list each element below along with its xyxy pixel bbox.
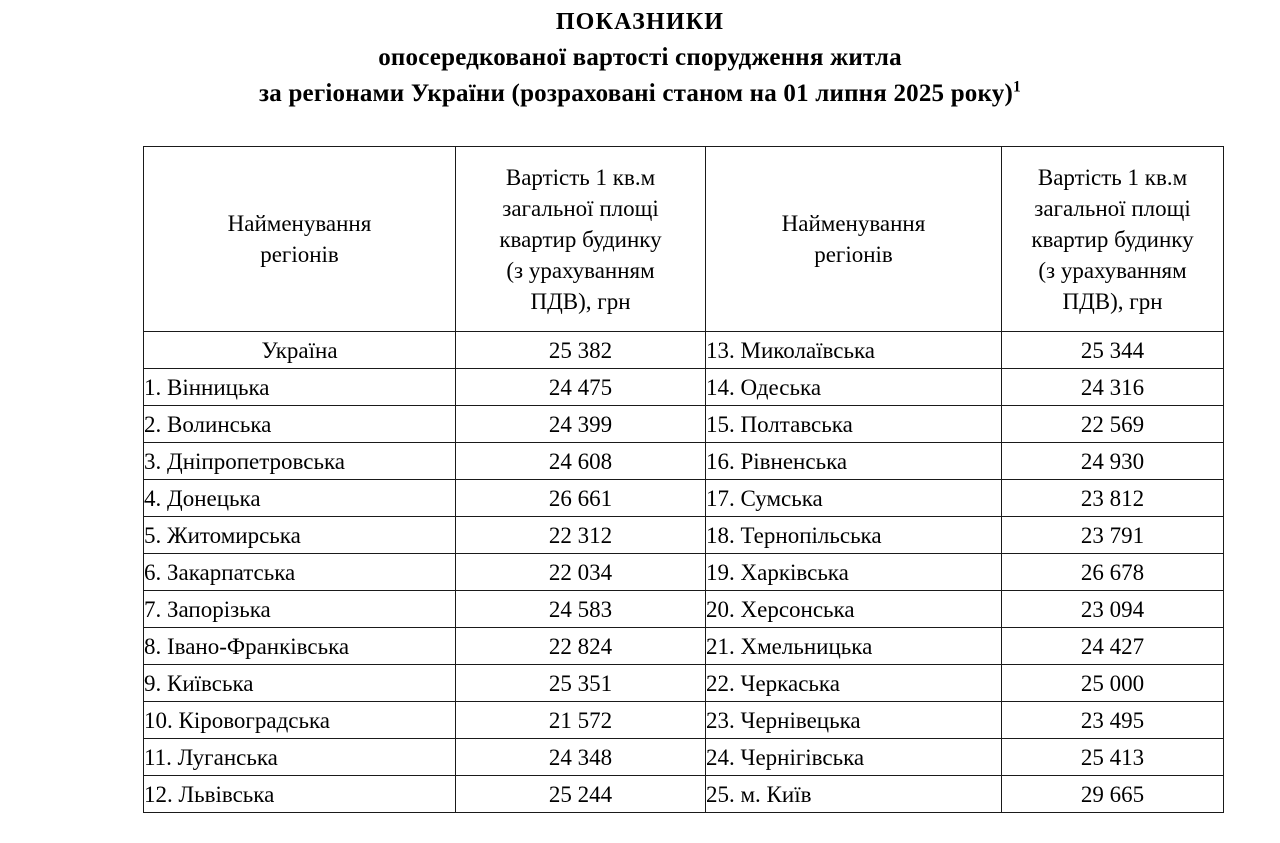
cell-region-left: 12. Львівська — [144, 776, 456, 813]
title-line-1: ПОКАЗНИКИ — [555, 9, 725, 35]
cell-region-right: 14. Одеська — [706, 369, 1002, 406]
header-region-right — [706, 147, 1002, 332]
cell-region-left: 11. Луганська — [144, 739, 456, 776]
cell-value-right: 23 812 — [1002, 480, 1224, 517]
cell-region-right: 13. Миколаївська — [706, 332, 1002, 369]
cell-value-left: 25 244 — [456, 776, 706, 813]
cell-value-left: 24 475 — [456, 369, 706, 406]
header-region-left-line-1: Найменування — [227, 211, 372, 236]
table-header-row — [144, 147, 1224, 332]
cell-region-left: 5. Житомирська — [144, 517, 456, 554]
cell-region-right: 17. Сумська — [706, 480, 1002, 517]
header-value-left-line-1: Вартість 1 кв.м — [505, 164, 656, 190]
table-row — [144, 443, 1224, 480]
cell-region-left: 9. Київська — [144, 665, 456, 702]
cell-value-left: 24 583 — [456, 591, 706, 628]
table-row — [144, 591, 1224, 628]
header-value-right-line-1: Вартість 1 кв.м — [1037, 164, 1188, 190]
header-value-left-line-3: квартир будинку — [499, 226, 662, 252]
table-row — [144, 369, 1224, 406]
header-value-left — [456, 147, 706, 332]
cell-region-left: 3. Дніпропетровська — [144, 443, 456, 480]
header-value-left-line-2: загальної площі — [502, 195, 659, 221]
header-region-right-line-1: Найменування — [781, 211, 926, 236]
cell-value-left: 24 348 — [456, 739, 706, 776]
footnote-marker: 1 — [1012, 78, 1021, 96]
cell-region-right: 21. Хмельницька — [706, 628, 1002, 665]
header-value-right-line-3: квартир будинку — [1031, 226, 1194, 252]
table-row — [144, 776, 1224, 813]
header-value-right-line-2: загальної площі — [1034, 195, 1191, 221]
cell-value-right: 23 094 — [1002, 591, 1224, 628]
cell-value-right: 24 316 — [1002, 369, 1224, 406]
table-row — [144, 665, 1224, 702]
cell-value-left: 24 399 — [456, 406, 706, 443]
cell-value-right: 24 427 — [1002, 628, 1224, 665]
header-region-left-line-2: регіонів — [260, 242, 339, 267]
table-row — [144, 702, 1224, 739]
cell-region-right: 15. Полтавська — [706, 406, 1002, 443]
cell-region-left: 4. Донецька — [144, 480, 456, 517]
regions-cost-table — [143, 146, 1224, 813]
cell-value-left: 26 661 — [456, 480, 706, 517]
document-title — [0, 4, 1280, 112]
header-value-left-line-5: ПДВ), грн — [530, 288, 631, 314]
cell-value-right: 24 930 — [1002, 443, 1224, 480]
table-row — [144, 554, 1224, 591]
table-row — [144, 406, 1224, 443]
cell-value-right: 22 569 — [1002, 406, 1224, 443]
cell-value-left: 22 034 — [456, 554, 706, 591]
cell-value-right: 26 678 — [1002, 554, 1224, 591]
cell-value-right: 29 665 — [1002, 776, 1224, 813]
table-row — [144, 517, 1224, 554]
cell-value-right: 25 344 — [1002, 332, 1224, 369]
cell-region-right: 24. Чернігівська — [706, 739, 1002, 776]
cell-region-left: 1. Вінницька — [144, 369, 456, 406]
title-line-2: опосередкованої вартості спорудження житла — [378, 44, 902, 71]
cell-value-left: 22 312 — [456, 517, 706, 554]
cell-region-left: 6. Закарпатська — [144, 554, 456, 591]
table-head — [144, 147, 1224, 332]
regions-cost-table-wrapper — [143, 146, 1223, 813]
cell-region-left: 7. Запорізька — [144, 591, 456, 628]
header-value-right — [1002, 147, 1224, 332]
cell-value-right: 25 413 — [1002, 739, 1224, 776]
cell-value-left: 24 608 — [456, 443, 706, 480]
cell-value-right: 23 791 — [1002, 517, 1224, 554]
cell-value-left: 21 572 — [456, 702, 706, 739]
cell-value-left: 22 824 — [456, 628, 706, 665]
header-value-right-line-4: (з урахуванням — [1038, 257, 1187, 283]
header-region-right-line-2: регіонів — [814, 242, 893, 267]
cell-value-left: 25 351 — [456, 665, 706, 702]
cell-region-right: 16. Рівненська — [706, 443, 1002, 480]
table-body — [144, 332, 1224, 813]
header-value-left-line-4: (з урахуванням — [506, 257, 655, 283]
title-line-3 — [0, 76, 1280, 112]
table-row — [144, 739, 1224, 776]
header-region-left — [144, 147, 456, 332]
cell-region-left: Україна — [144, 332, 456, 369]
header-value-right-line-5: ПДВ), грн — [1062, 288, 1163, 314]
cell-value-right: 25 000 — [1002, 665, 1224, 702]
cell-region-left: 8. Івано-Франківська — [144, 628, 456, 665]
cell-region-right: 20. Херсонська — [706, 591, 1002, 628]
cell-region-right: 22. Черкаська — [706, 665, 1002, 702]
table-row — [144, 480, 1224, 517]
cell-region-right: 18. Тернопільська — [706, 517, 1002, 554]
table-row — [144, 628, 1224, 665]
cell-value-right: 23 495 — [1002, 702, 1224, 739]
cell-region-left: 10. Кіровоградська — [144, 702, 456, 739]
cell-region-right: 23. Чернівецька — [706, 702, 1002, 739]
cell-value-left: 25 382 — [456, 332, 706, 369]
cell-region-right: 25. м. Київ — [706, 776, 1002, 813]
cell-region-left: 2. Волинська — [144, 406, 456, 443]
cell-region-right: 19. Харківська — [706, 554, 1002, 591]
title-line-3-text: за регіонами України (розраховані станом на 01 липня 2025 року) — [259, 80, 1013, 107]
table-row — [144, 332, 1224, 369]
